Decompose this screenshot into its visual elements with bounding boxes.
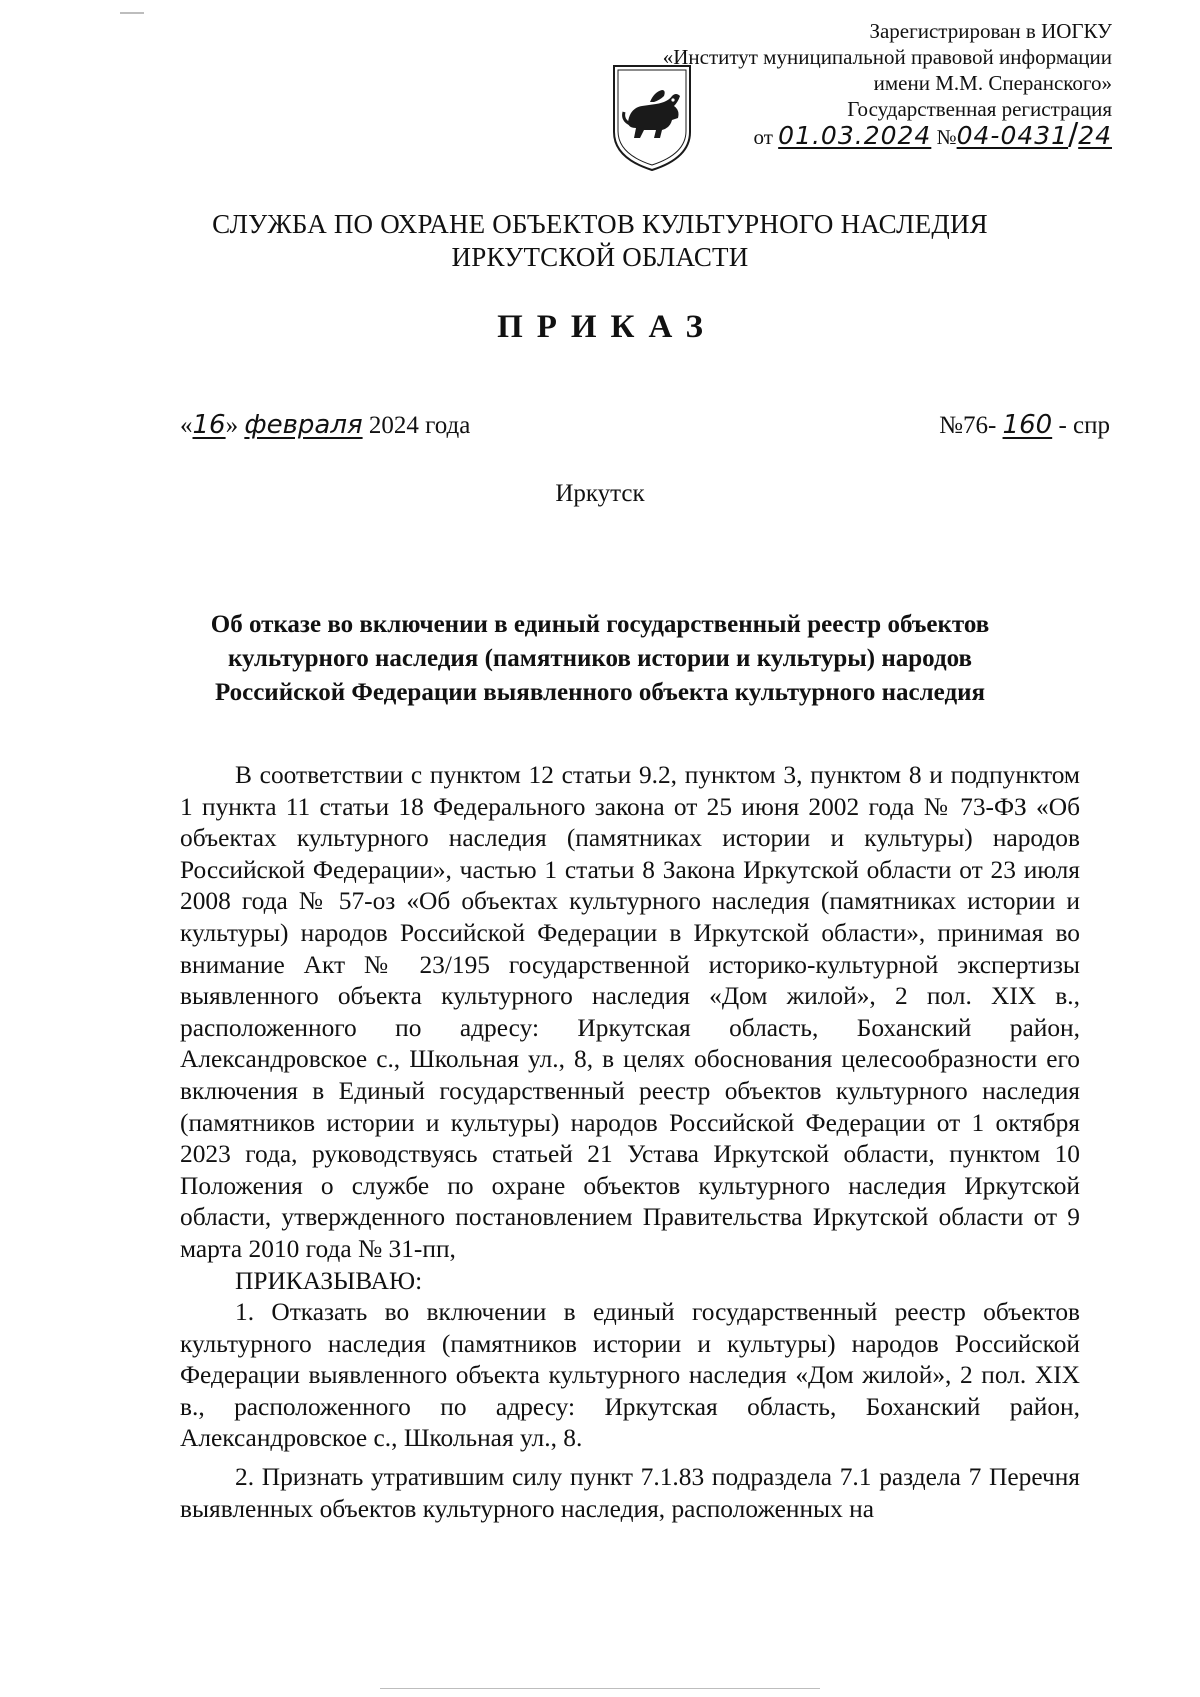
registration-line-5: от 01.03.2024 №04-0431/24 — [753, 117, 1112, 152]
document-city: Иркутск — [555, 480, 645, 507]
date-month-handwritten: февраля — [244, 410, 363, 440]
registration-number-handwritten: 04-0431 — [956, 121, 1069, 150]
document-type-title: ПРИКАЗ — [497, 309, 717, 345]
number-suffix: - спр — [1058, 412, 1110, 439]
subject-line-2: культурного наследия (памятников истории и культуры) народов — [227, 645, 972, 672]
registration-from-label: от — [753, 125, 773, 149]
number-prefix: №76- — [939, 412, 997, 439]
irkutsk-coat-of-arms-icon — [610, 62, 694, 174]
scan-mark — [120, 12, 144, 14]
registration-line-4: Государственная регистрация — [847, 97, 1112, 121]
decree-word: ПРИКАЗЫВАЮ: — [235, 1266, 423, 1295]
registration-number-suffix: 24 — [1078, 121, 1112, 150]
organization-name-line-2: ИРКУТСКОЙ ОБЛАСТИ — [451, 242, 749, 272]
order-item-2: 2. Признать утратившим силу пункт 7.1.83 подраздела 7.1 раздела 7 Перечня выявленных объектов культурного наследия, расположенных на — [180, 1463, 1080, 1523]
document-body — [180, 760, 1080, 1525]
subject-line-3: Российской Федерации выявленного объекта культурного наследия — [214, 679, 986, 706]
document-subject — [150, 608, 1050, 710]
order-item-1: 1. Отказать во включении в единый государственный реестр объектов культурного наследия (памятников истории и культуры) народов Российской Федерации выявленного объекта культурного наследия «Дом жилой», 2 пол. XIX в., расположенного по адресу: Иркутская область, Боханский район, Александровское с., Школьная ул., 8. — [180, 1298, 1080, 1453]
registration-date-handwritten: 01.03.2024 — [778, 121, 932, 150]
date-day-handwritten: 16 — [192, 410, 226, 440]
subject-line-1: Об отказе во включении в единый государственный реестр объектов — [210, 611, 990, 638]
date-year: 2024 года — [368, 412, 471, 439]
document-number — [939, 410, 1110, 440]
preamble-paragraph: В соответствии с пунктом 12 статьи 9.2, пунктом 3, пунктом 8 и подпунктом 1 пункта 11 статьи 18 Федерального закона от 25 июня 2002 года № 73-ФЗ «Об объектах культурного наследия (памятниках истории и культуры) народов Российской Федерации», частью 1 статьи 8 Закона Иркутской области от 23 июля 2008 года № 57-оз «Об объектах культурного наследия (памятниках истории и культуры) народов Российской Федерации в Иркутской области», принимая во внимание Акт № 23/195 государственной историко-культурной экспертизы выявленного объекта культурного наследия «Дом жилой», 2 пол. XIX в., расположенного по адресу: Иркутская область, Боханский район, Александровское с., Школьная ул., 8, в целях обоснования целесообразности его включения в Единый государственный реестр объектов культурного наследия (памятников истории и культуры) народов Российской Федерации от 1 октября 2023 года, руководствуясь статьей 21 Устава Иркутской области, пунктом 10 Положения о службе по охране объектов культурного наследия Иркутской области, утвержденного постановлением Правительства Иркутской области от 9 марта 2010 года № 31-пп, — [180, 761, 1080, 1263]
scan-mark — [380, 1688, 820, 1689]
document-date: «16» февраля 2024 года — [180, 410, 471, 440]
registration-number-label: № — [936, 125, 957, 149]
organization-name-line-1: СЛУЖБА ПО ОХРАНЕ ОБЪЕКТОВ КУЛЬТУРНОГО НАСЛЕДИЯ — [212, 209, 988, 239]
organization-name — [0, 208, 1200, 274]
number-handwritten: 160 — [1002, 410, 1053, 440]
registration-line-3: имени М.М. Сперанского» — [873, 71, 1112, 95]
registration-line-1: Зарегистрирован в ИОГКУ — [869, 19, 1112, 43]
registration-line-2: «Институт муниципальной правовой информации — [662, 45, 1112, 69]
